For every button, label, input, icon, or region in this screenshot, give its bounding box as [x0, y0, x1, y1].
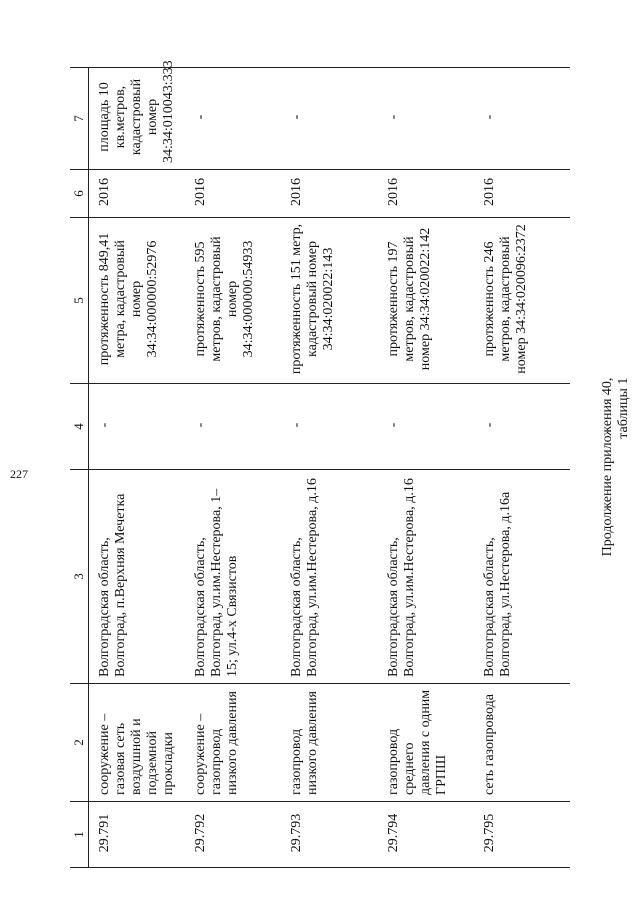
object-address: Волгоградская область, Волгоград, ул.им.Нестерова, 1–15; ул.4-х Связистов: [185, 470, 281, 684]
object-year: 2016: [89, 170, 186, 218]
row-number: 29.795: [474, 802, 570, 868]
object-address: Волгоградская область, Волгоград, п.Верхняя Мечетка: [89, 470, 186, 684]
continuation-header: [600, 378, 632, 557]
object-address: Волгоградская область, Волгоград, ул.им.Нестерова, д.16: [378, 470, 474, 684]
table-row: [185, 68, 281, 868]
table-row: [474, 68, 570, 868]
header-line-2: таблицы 1: [616, 377, 631, 439]
table-row: [378, 68, 474, 868]
object-extra: -: [185, 68, 281, 170]
column-header: 3: [70, 470, 89, 684]
object-address: Волгоградская область, Волгоград, ул.им.Нестерова, д.16: [281, 470, 377, 684]
object-name: газопровод низкого давления: [281, 684, 377, 802]
column-4-value: -: [185, 384, 281, 470]
object-characteristics: протяженность 151 метр, кадастровый номер 34:34:020022:143: [281, 218, 377, 384]
column-header: 4: [70, 384, 89, 470]
object-characteristics: протяженность 197 метров, кадастровый номер 34:34:020022:142: [378, 218, 474, 384]
row-number: 29.793: [281, 802, 377, 868]
object-characteristics: протяженность 595 метров, кадастровый номер 34:34:000000:54933: [185, 218, 281, 384]
object-name: сооружение – газопровод низкого давления: [185, 684, 281, 802]
page-number: 227: [10, 467, 28, 481]
column-header: 6: [70, 170, 89, 218]
rotated-table-wrapper: [70, 60, 570, 868]
column-4-value: -: [89, 384, 186, 470]
column-header: 2: [70, 684, 89, 802]
column-header: 5: [70, 218, 89, 384]
object-year: 2016: [474, 170, 570, 218]
object-year: 2016: [281, 170, 377, 218]
table-row: [281, 68, 377, 868]
object-name: сеть газопровода: [474, 684, 570, 802]
object-extra: -: [378, 68, 474, 170]
column-header: 7: [70, 68, 89, 170]
row-number: 29.791: [89, 802, 186, 868]
row-number: 29.792: [185, 802, 281, 868]
object-year: 2016: [185, 170, 281, 218]
object-extra: площадь 10 кв.метров, кадастровый номер 34:34:010043:333: [89, 68, 186, 170]
object-extra: -: [474, 68, 570, 170]
header-line-1: Продолжение приложения 40,: [600, 377, 615, 557]
column-header: 1: [70, 802, 89, 868]
object-name: газопровод среднего давления с одним ГРПШ: [378, 684, 474, 802]
object-extra: -: [281, 68, 377, 170]
property-table: [70, 60, 570, 868]
column-4-value: -: [378, 384, 474, 470]
column-4-value: -: [281, 384, 377, 470]
object-address: Волгоградская область, Волгоград, ул.Нестерова, д.16а: [474, 470, 570, 684]
table-row: [89, 68, 186, 868]
object-characteristics: протяженность 849,41 метра, кадастровый номер 34:34:000000:52976: [89, 218, 186, 384]
column-4-value: -: [474, 384, 570, 470]
column-number-row: [70, 68, 89, 868]
row-number: 29.794: [378, 802, 474, 868]
object-characteristics: протяженность 246 метров, кадастровый номер 34:34:020096:2372: [474, 218, 570, 384]
object-name: сооружение – газовая сеть воздушной и подземной прокладки: [89, 684, 186, 802]
object-year: 2016: [378, 170, 474, 218]
